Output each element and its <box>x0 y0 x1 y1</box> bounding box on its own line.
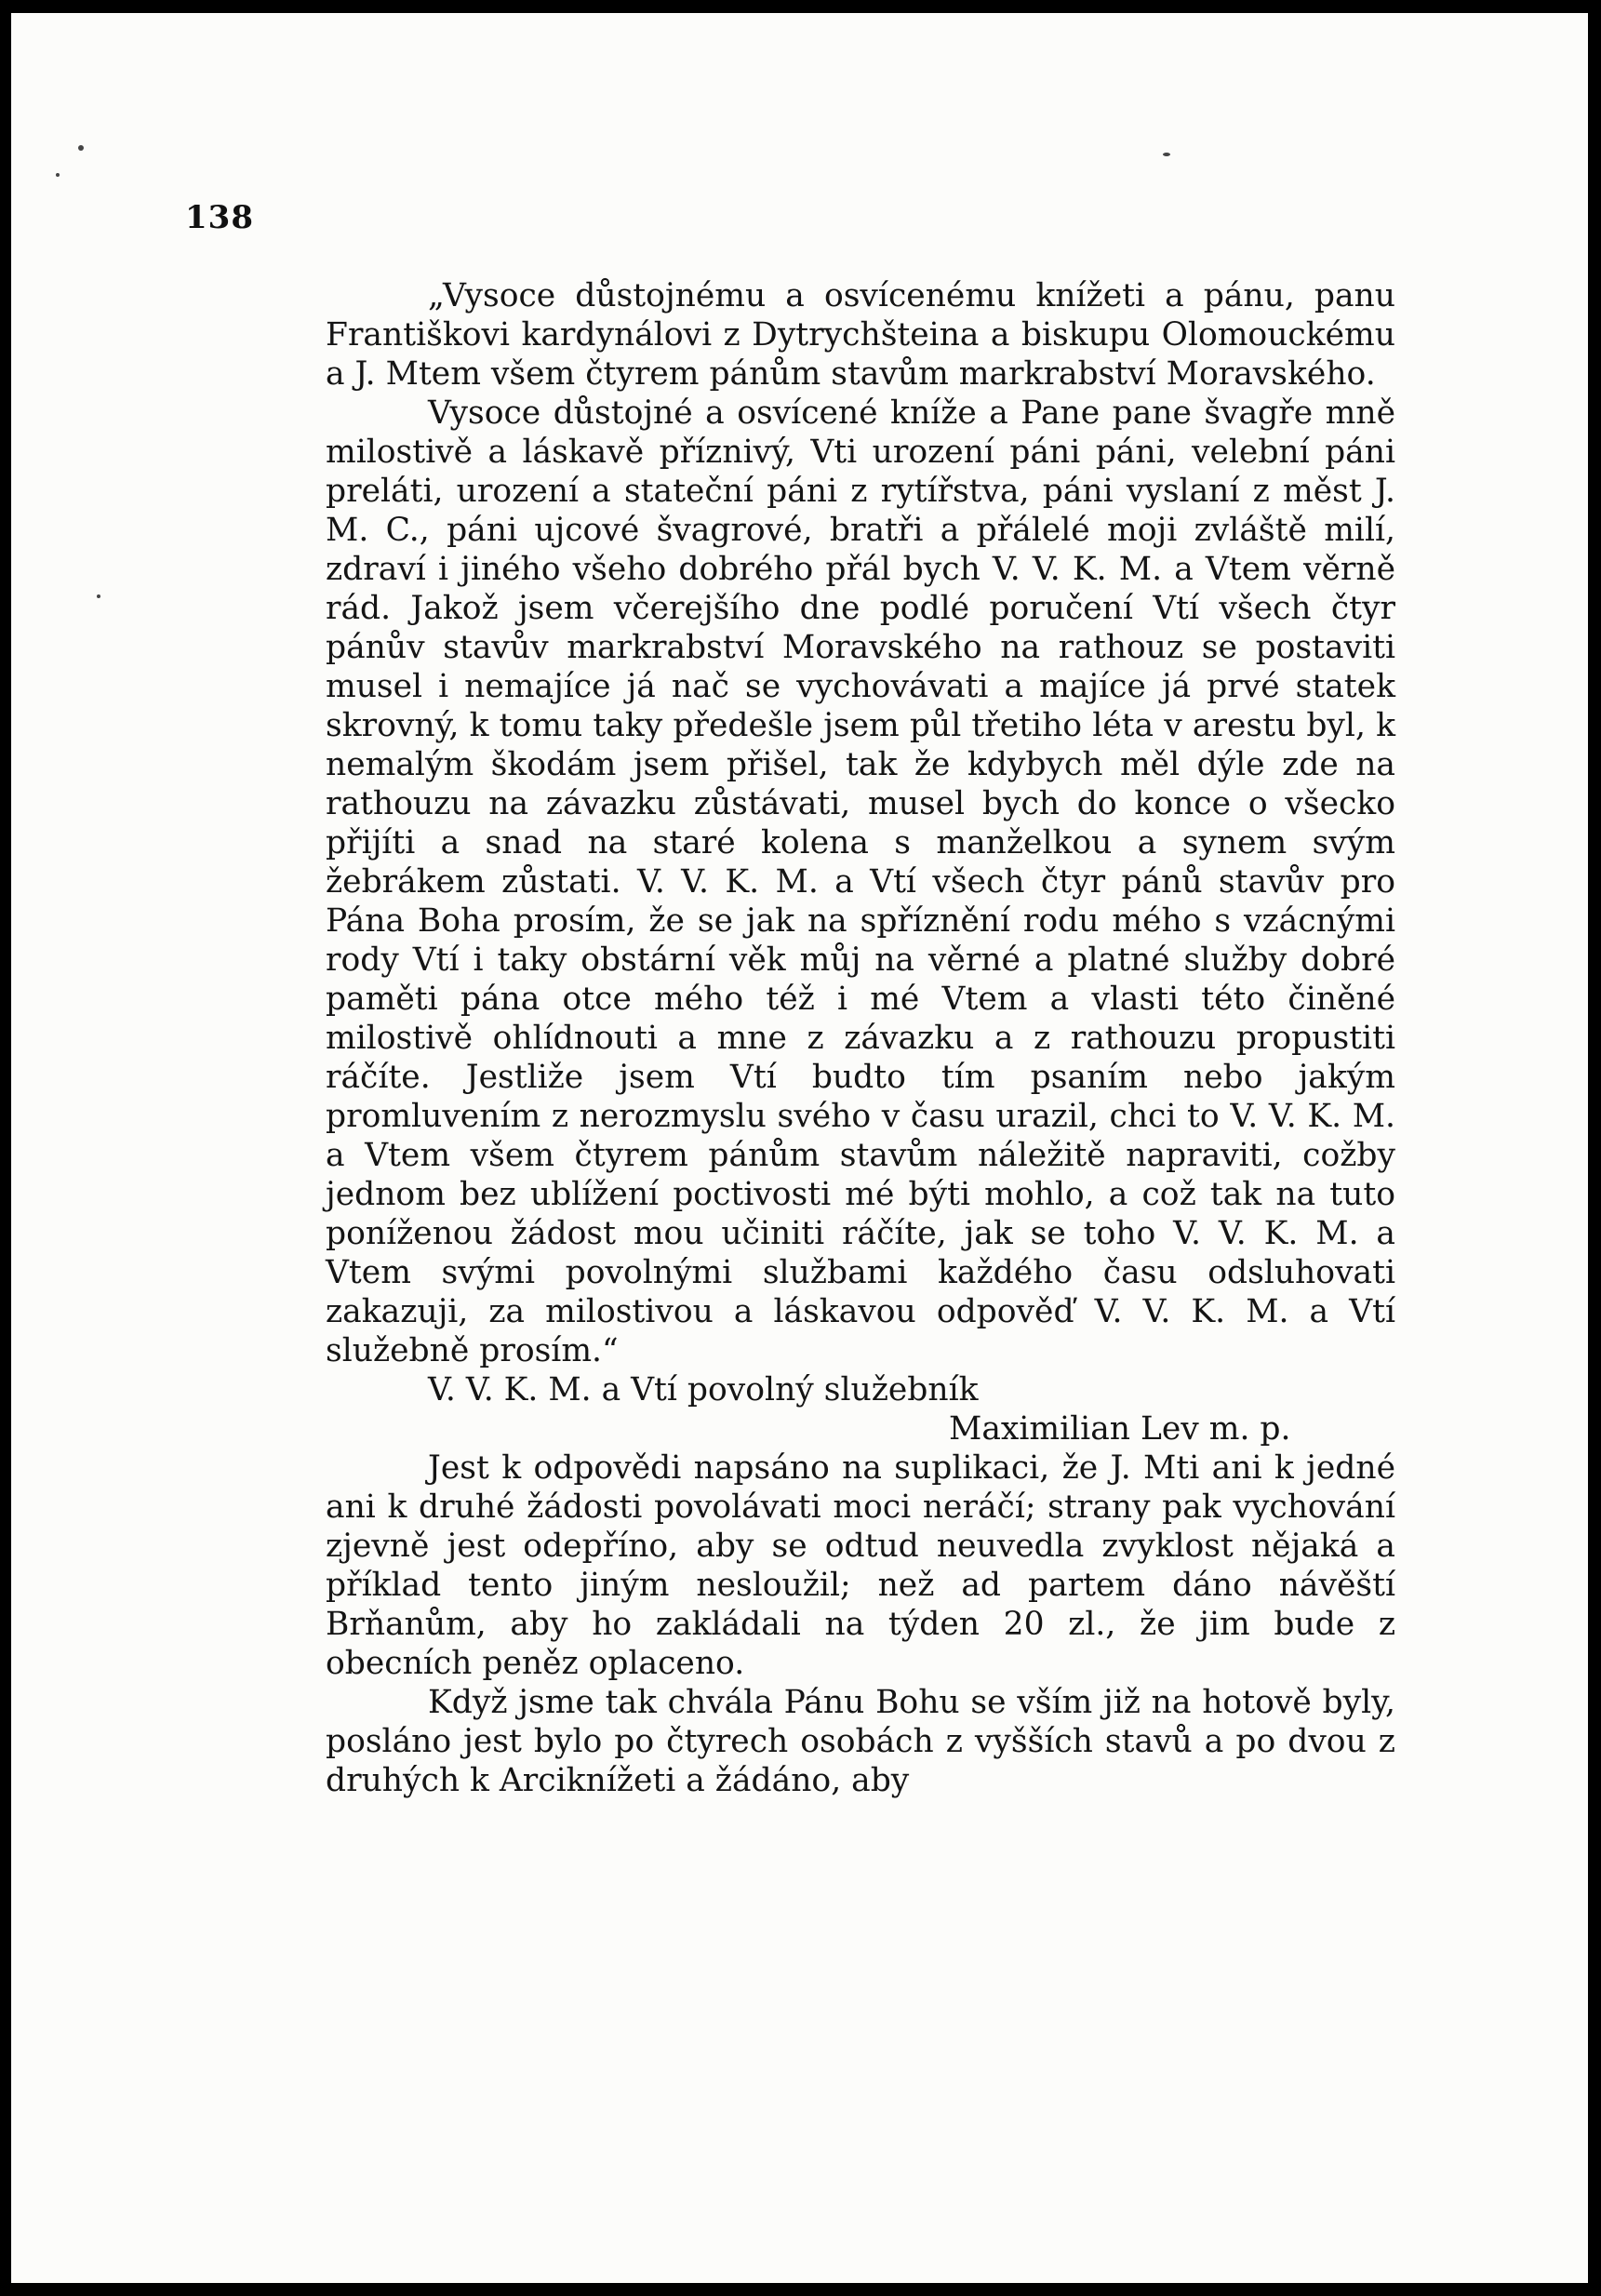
letter-signature-name: Maximilian Lev m. p. <box>949 1410 1291 1448</box>
page-number: 138 <box>185 199 254 236</box>
book-page <box>11 13 1588 2283</box>
print-speck <box>78 145 84 151</box>
paragraph-continuation: Když jsme tak chvála Pánu Bohu se vším již na hotově byly, posláno jest bylo po čtyrech osobách z vyšších stavů a po dvou z druhých k Arciknížeti a žádáno, aby <box>326 1684 1395 1799</box>
letter-address: „Vysoce důstojnému a osvícenému knížeti a pánu, panu Františkovi kardynálovi z Dytrychšteina a biskupu Olomouckému a J. Mtem všem čtyrem pánům stavům markrabství Moravského. <box>326 277 1395 393</box>
print-speck <box>1163 153 1170 156</box>
print-speck <box>97 594 100 598</box>
paragraph-response: Jest k odpovědi napsáno na suplikaci, že J. Mti ani k jedné ani k druhé žádosti povolávati moci neráčí; strany pak vychování zjevně jest odepříno, aby se odtud neuvedla zvyklost nějaká a příklad tento jiným nesloužil; než ad partem dáno návěští Brňanům, aby ho zakládali na týden 20 zl., že jim bude z obecních peněz oplaceno. <box>326 1449 1395 1682</box>
letter-signature-line: V. V. K. M. a Vtí povolný služebník <box>428 1371 979 1408</box>
page-text <box>326 276 1395 1800</box>
letter-body: Vysoce důstojné a osvícené kníže a Pane pane švagře mně milostivě a láskavě příznivý, Vti urození páni páni, velební páni preláti, urození a stateční páni z rytířstva, páni vyslaní z měst J. M. C., páni ujcové švagrové, bratři a přálelé moji zvláště milí, zdraví i jiného všeho dobrého přál bych V. V. K. M. a Vtem věrně rád. Jakož jsem včerejšího dne podlé poručení Vtí všech čtyr pánův stavův markrabství Moravského na rathouz se postaviti musel i nemajíce já nač se vychovávati a majíce já prvé statek skrovný, k tomu taky předešle jsem půl třetiho léta v arestu byl, k nemalým škodám jsem přišel, tak že kdybych měl dýle zde na rathouzu na závazku zůstávati, musel bych do konce o všecko přijíti a snad na staré kolena s manželkou a synem svým žebrákem zůstati. V. V. K. M. a Vtí všech čtyr pánů stavův pro Pána Boha prosím, že se jak na spříznění rodu mého s vzácnými rody Vtí i taky obstární věk můj na věrné a platné služby dobré paměti pána otce mého též i mé Vtem a vlasti této činěné milostivě ohlídnouti a mne z závazku a z rathouzu propustiti ráčíte. Jestliže jsem Vtí budto tím psaním nebo jakým promluvením z nerozmyslu svého v času urazil, chci to V. V. K. M. a Vtem všem čtyrem pánům stavům náležitě napraviti, cožby jednom bez ublížení poctivosti mé býti mohlo, a což tak na tuto poníženou žádost mou učiniti ráčíte, jak se toho V. V. K. M. a Vtem svými povolnými službami každého času odsluhovati zakazuji, za milostivou a láskavou odpověď V. V. K. M. a Vtí služebně prosím.“ <box>326 394 1395 1369</box>
print-speck <box>56 173 60 177</box>
